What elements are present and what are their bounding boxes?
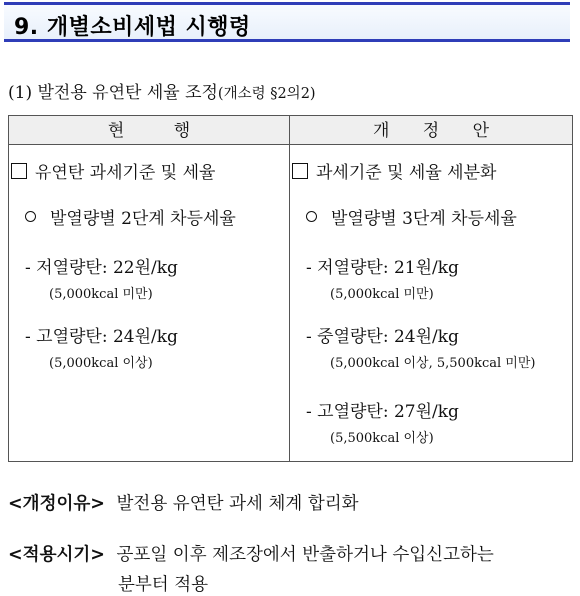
proposed-item-3-note: (5,500kcal 이상) [330, 431, 434, 446]
proposed-item-1-note: (5,000kcal 미만) [330, 287, 434, 302]
proposed-bullet: 발열량별 3단계 차등세율 [306, 204, 517, 229]
header-proposed: 개 정 안 [290, 116, 573, 145]
proposed-column [290, 145, 573, 462]
revision-reason-text: 발전용 유연탄 과세 체계 합리화 [116, 494, 359, 514]
sub-heading-ref: (개소령 §2의2) [217, 86, 316, 102]
circle-bullet-icon [25, 211, 36, 222]
proposed-item-1-label: - 저열량탄: 21원/kg [306, 258, 459, 278]
proposed-item-3-label: - 고열량탄: 27원/kg [306, 402, 459, 422]
current-item-2-label: - 고열량탄: 24원/kg [25, 327, 178, 347]
sub-heading-main: (1) 발전용 유연탄 세율 조정 [8, 83, 218, 103]
revision-reason-label: <개정이유> [8, 494, 105, 514]
header-current: 현 행 [9, 116, 290, 145]
effective-date [8, 541, 494, 566]
checkbox-square-icon [292, 163, 308, 179]
section-title: 9. 개별소비세법 시행령 [14, 15, 251, 40]
current-column [9, 145, 290, 462]
current-section: 유연탄 과세기준 및 세율 [11, 158, 215, 183]
proposed-section: 과세기준 및 세율 세분화 [292, 158, 496, 183]
effective-date-label: <적용시기> [8, 545, 105, 565]
current-item-1-note: (5,000kcal 미만) [49, 287, 153, 302]
circle-bullet-icon [306, 211, 317, 222]
proposed-item-2-label: - 중열량탄: 24원/kg [306, 327, 459, 347]
effective-date-line1: 공포일 이후 제조장에서 반출하거나 수입신고하는 [116, 545, 494, 565]
comparison-table [8, 115, 573, 462]
current-item-1-label: - 저열량탄: 22원/kg [25, 258, 178, 278]
revision-reason [8, 490, 359, 515]
checkbox-square-icon [11, 163, 27, 179]
sub-heading [8, 78, 316, 103]
current-item-2-note: (5,000kcal 이상) [49, 356, 153, 371]
current-bullet: 발열량별 2단계 차등세율 [25, 204, 236, 229]
effective-date-line2: 분부터 적용 [118, 575, 209, 595]
proposed-item-2-note: (5,000kcal 이상, 5,500kcal 미만) [330, 356, 536, 371]
section-title-bar [4, 2, 570, 42]
